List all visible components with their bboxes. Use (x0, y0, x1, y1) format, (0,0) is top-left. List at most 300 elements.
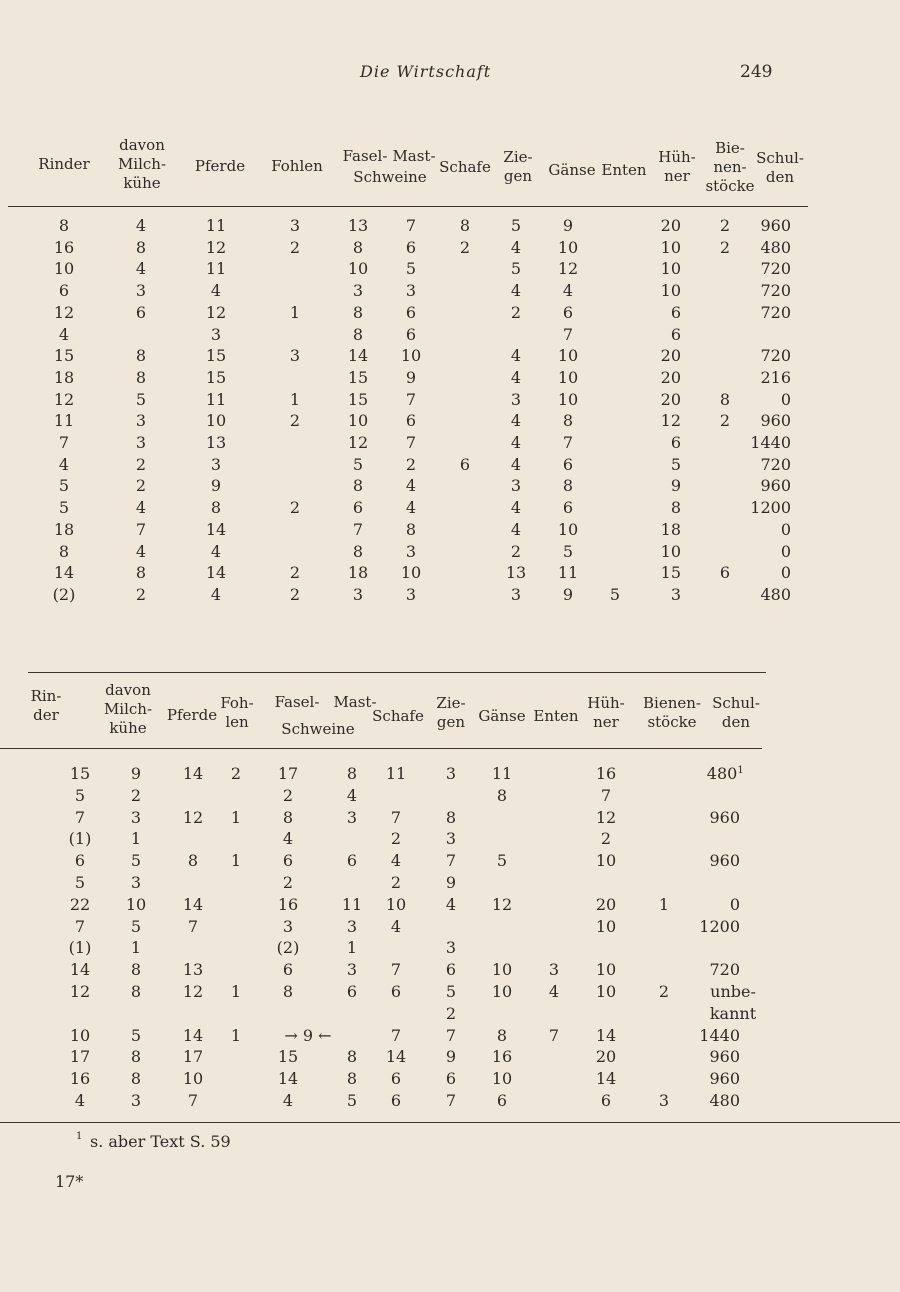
table1-cell: 11 (205, 259, 227, 279)
running-title: Die Wirtschaft (360, 62, 492, 81)
table1-cell: 4 (510, 498, 522, 518)
table2-column-header: Schul- den (712, 694, 760, 731)
table2-cell: 4 (346, 785, 358, 805)
table1-cell: 14 (205, 563, 227, 583)
table2-cell: 2 (390, 873, 402, 892)
table1-cell: 2 (135, 584, 147, 604)
table1-cell: 10 (53, 259, 75, 279)
table1-column-header: Fasel- (342, 147, 388, 165)
table1-cell: 18 (53, 519, 75, 539)
table2-cell: 10 (491, 1069, 513, 1089)
table2-cell: 8 (346, 1047, 358, 1067)
table2-cell: 8 (187, 851, 199, 871)
table1-cell: 6 (562, 498, 574, 518)
table2-column-header: Gänse (478, 707, 526, 725)
table2-cell: unbe- (710, 982, 756, 1001)
table2-cell: 6 (390, 982, 402, 1001)
table2-cell: 7 (445, 851, 457, 871)
table2-cell: 4 (390, 916, 402, 936)
table1-cell: 6 (352, 498, 364, 518)
table1-cell: 5 (58, 498, 70, 518)
table1-cell: 3 (405, 541, 417, 561)
table2-cell: 7 (74, 916, 86, 936)
table1-cell: 720 (760, 281, 791, 301)
table2-cell: 2 (282, 873, 294, 892)
table2-cell: 960 (709, 851, 740, 871)
table1-cell: (2) (52, 584, 76, 604)
table1-cell: 11 (557, 563, 579, 583)
table1-cell: 6 (135, 302, 147, 322)
table1-cell: 10 (557, 237, 579, 257)
table1-cell: 20 (660, 216, 681, 235)
table2-bottom-rule (0, 1122, 900, 1123)
table2-cell: 4 (548, 982, 560, 1001)
table1-cell: 5 (609, 584, 621, 604)
table2-cell: 8 (130, 1069, 142, 1089)
table1-cell: 12 (205, 302, 227, 322)
table2-cell: 0 (729, 894, 740, 914)
table1-cell: 6 (562, 454, 574, 474)
table2-cell: 16 (277, 894, 299, 914)
table1-cell: 1 (289, 302, 301, 322)
table1-cell: 4 (210, 541, 222, 561)
table1-cell: 3 (135, 281, 147, 301)
table2-cell: 7 (74, 807, 86, 827)
table2-cell: 5 (74, 785, 86, 805)
table2-cell: 6 (496, 1091, 508, 1110)
footnote-text: s. aber Text S. 59 (90, 1132, 231, 1151)
table1-column-header: Zie- gen (503, 148, 533, 185)
table2-cell: (1) (68, 829, 92, 849)
table1-cell: 960 (760, 216, 791, 235)
table1-cell: 2 (719, 216, 730, 235)
table2-cell: 10 (491, 982, 513, 1001)
table1-cell: 6 (405, 411, 417, 431)
table2-cell: 5 (130, 1025, 142, 1045)
table2-column-header: Foh- len (220, 694, 254, 731)
table1-cell: 10 (557, 389, 579, 409)
table1-cell: 2 (719, 411, 730, 431)
table1-cell: 6 (719, 563, 730, 583)
table2-cell: 17 (69, 1047, 91, 1067)
table1-cell: 5 (405, 259, 417, 279)
table1-cell: 0 (780, 563, 791, 583)
table2-cell: 1440 (699, 1025, 740, 1045)
table2-cell: 17 (277, 764, 299, 783)
table2-cell: 4 (282, 1091, 294, 1110)
table2-cell: 1 (658, 894, 670, 914)
table2-cell: 7 (187, 1091, 199, 1110)
table1-cell: 2 (289, 498, 301, 518)
footnote-marker: 1 (76, 1131, 83, 1142)
table1-cell: 15 (205, 346, 227, 366)
table2-cell: 22 (69, 894, 91, 914)
table2-column-header: Schweine (281, 720, 355, 738)
table2-cell: 8 (282, 807, 294, 827)
table2-cell: 2 (230, 764, 242, 783)
table2-cell: 7 (445, 1025, 457, 1045)
table2-cell-value: 480 (706, 764, 738, 783)
table2-cell: 7 (187, 916, 199, 936)
table1-cell: 3 (670, 584, 681, 604)
table1-cell: 2 (135, 476, 147, 496)
table1-cell: 1 (289, 389, 301, 409)
table1-cell: 4 (135, 259, 147, 279)
table2-cell: 12 (491, 894, 513, 914)
table2-cell: 3 (346, 807, 358, 827)
table1-cell: 10 (347, 411, 369, 431)
table2-cell: 4 (445, 894, 457, 914)
table1-cell: 4 (210, 281, 222, 301)
table2-cell: 7 (548, 1025, 560, 1045)
table1-cell: 2 (289, 584, 301, 604)
table1-cell: 2 (459, 237, 471, 257)
table1-cell: 8 (352, 324, 364, 344)
table1-cell: 14 (347, 346, 369, 366)
table1-cell: 4 (405, 476, 417, 496)
table1-cell: 4 (58, 324, 70, 344)
table2-cell: 1 (230, 851, 242, 871)
table1-cell: 12 (660, 411, 681, 431)
table1-column-header: Fohlen (271, 157, 323, 175)
table1-cell: 480 (760, 237, 791, 257)
table1-cell: 12 (53, 389, 75, 409)
table2-cell: 6 (282, 851, 294, 871)
table1-cell: 480 (760, 584, 791, 604)
table2-cell: 9 (130, 764, 142, 783)
table2-cell: 14 (182, 1025, 204, 1045)
table2-cell: 4 (282, 829, 294, 849)
table1-cell: 8 (58, 541, 70, 561)
table1-cell: 10 (660, 237, 681, 257)
table1-cell: 3 (135, 433, 147, 452)
table2-cell: 11 (491, 764, 513, 783)
table1-cell: 8 (135, 563, 147, 583)
table1-cell: 720 (760, 259, 791, 279)
table1-cell: 4 (58, 454, 70, 474)
table1-cell: 14 (53, 563, 75, 583)
table2-cell: 15 (277, 1047, 299, 1067)
table2-cell: 20 (595, 894, 617, 914)
table1-column-header: Gänse (548, 161, 596, 179)
table1-cell: 4 (135, 216, 147, 235)
table1-cell: 11 (205, 216, 227, 235)
table2-cell: 10 (595, 982, 617, 1001)
table1-cell: 10 (347, 259, 369, 279)
table1-cell: 7 (562, 324, 574, 344)
table2-cell: 16 (491, 1047, 513, 1067)
table2-cell: 5 (130, 851, 142, 871)
table1-column-header: Pferde (194, 157, 246, 175)
table2-cell: 7 (390, 1025, 402, 1045)
table1-cell: 2 (719, 237, 730, 257)
table1-cell: 3 (405, 281, 417, 301)
table1-cell: 216 (760, 367, 791, 387)
table1-column-header: Enten (601, 161, 647, 179)
table2-cell: 14 (69, 960, 91, 980)
table2-cell: 6 (74, 851, 86, 871)
table1-cell: 8 (405, 519, 417, 539)
table2-cell: 10 (385, 894, 407, 914)
table1-cell: 3 (210, 324, 222, 344)
table1-cell: 3 (289, 216, 301, 235)
table2-cell: 6 (390, 1091, 402, 1110)
table2-column-header: Pferde (166, 706, 218, 724)
table1-cell: 3 (210, 454, 222, 474)
table1-cell: 5 (510, 216, 522, 235)
table1-cell: 8 (459, 216, 471, 235)
table1-cell: 6 (405, 324, 417, 344)
table1-cell: 8 (135, 346, 147, 366)
table1-cell: 7 (135, 519, 147, 539)
table1-cell: 11 (53, 411, 75, 431)
table2-cell: 20 (595, 1047, 617, 1067)
table2-cell: 8 (346, 1069, 358, 1089)
table2-cell: 3 (445, 829, 457, 849)
table1-cell: 5 (670, 454, 681, 474)
table2-cell: 1 (230, 807, 242, 827)
table1-cell: 8 (210, 498, 222, 518)
table1-cell: 13 (205, 433, 227, 452)
table2-cell: 9 (445, 1047, 457, 1067)
table2-cell: 7 (600, 785, 612, 805)
table2-cell: 7 (445, 1091, 457, 1110)
table2-column-header: Enten (533, 707, 579, 725)
table1-cell: 9 (405, 367, 417, 387)
table2-cell: 1 (346, 938, 358, 958)
table1-column-header: Schafe (439, 158, 491, 176)
table1-cell: 4 (510, 367, 522, 387)
table2-cell: 8 (282, 982, 294, 1001)
table1-cell: 6 (670, 433, 681, 452)
table1-cell: 15 (347, 389, 369, 409)
table2-cell: 8 (445, 807, 457, 827)
table1-cell: 3 (135, 411, 147, 431)
table1-cell: 15 (660, 563, 681, 583)
table1-cell: 3 (510, 584, 522, 604)
table2-cell: 14 (595, 1025, 617, 1045)
table2-column-header: Bienen- stöcke (643, 694, 701, 731)
table1-cell: 6 (405, 237, 417, 257)
table2-cell: 2 (445, 1003, 457, 1023)
table1-cell: 10 (660, 281, 681, 301)
table1-cell: 20 (660, 389, 681, 409)
table1-cell: 15 (205, 367, 227, 387)
table1-cell: 7 (405, 389, 417, 409)
page-number: 249 (740, 62, 773, 82)
table1-cell: 8 (352, 302, 364, 322)
table2-footnote-marker: 1 (737, 765, 744, 776)
table2-cell: 6 (445, 1069, 457, 1089)
table1-cell: 1440 (750, 433, 791, 452)
table1-cell: 8 (562, 411, 574, 431)
table1-cell: 7 (562, 433, 574, 452)
table1-cell: 3 (510, 389, 522, 409)
table2-cell: 7 (390, 807, 402, 827)
table1-header-rule (8, 206, 808, 207)
table2-cell: 3 (130, 873, 142, 892)
table1-column-header: Rinder (38, 155, 90, 173)
table1-cell: 8 (135, 237, 147, 257)
table2-cell: kannt (709, 1003, 757, 1023)
table2-cell: 1200 (699, 916, 740, 936)
table1-cell: 6 (58, 281, 70, 301)
table2-column-header: Hüh- ner (587, 694, 625, 731)
table1-cell: 0 (780, 389, 791, 409)
table1-cell: 8 (670, 498, 681, 518)
table1-cell: 4 (510, 433, 522, 452)
table1-cell: 3 (405, 584, 417, 604)
table2-cell: 10 (125, 894, 147, 914)
table1-cell: 13 (347, 216, 369, 235)
table1-cell: 13 (505, 563, 527, 583)
table1-cell: 9 (670, 476, 681, 496)
table2-cell: 7 (390, 960, 402, 980)
table2-cell: 3 (548, 960, 560, 980)
signature-mark: 17* (55, 1172, 84, 1191)
table1-cell: 4 (510, 519, 522, 539)
table1-cell: 2 (405, 454, 417, 474)
table1-cell: 10 (400, 346, 422, 366)
table1-cell: 16 (53, 237, 75, 257)
table1-cell: 12 (347, 433, 369, 452)
table1-cell: 1200 (750, 498, 791, 518)
table2-column-header: Schafe (372, 707, 424, 725)
table2-cell: 5 (346, 1091, 358, 1110)
table2-cell: 8 (130, 1047, 142, 1067)
table1-cell: 10 (557, 346, 579, 366)
table1-cell: 4 (510, 454, 522, 474)
table1-cell: 9 (210, 476, 222, 496)
table2-cell: 12 (182, 807, 204, 827)
table1-cell: 0 (780, 519, 791, 539)
table2-cell: 2 (282, 785, 294, 805)
table1-cell: 18 (347, 563, 369, 583)
table1-cell: 15 (53, 346, 75, 366)
table2-cell: 10 (491, 960, 513, 980)
table2-cell: 16 (69, 1069, 91, 1089)
table1-cell: 2 (289, 411, 301, 431)
table1-cell: 0 (780, 541, 791, 561)
table2-cell: 8 (496, 785, 508, 805)
table2-header-rule (0, 748, 762, 749)
table1-cell: 4 (562, 281, 574, 301)
table1-cell: 8 (135, 367, 147, 387)
table1-column-header: Schul- den (756, 149, 804, 186)
table2-cell: 480 (709, 1091, 740, 1110)
table1-cell: 18 (660, 519, 681, 539)
table1-cell: 10 (557, 367, 579, 387)
table1-cell: 6 (459, 454, 471, 474)
table1-cell: 2 (289, 563, 301, 583)
table2-cell: 10 (595, 960, 617, 980)
table1-cell: 7 (405, 216, 417, 235)
table2-cell (707, 766, 744, 782)
table1-cell: 720 (760, 302, 791, 322)
table1-cell: 3 (352, 281, 364, 301)
table1-cell: 10 (557, 519, 579, 539)
table2-cell: 2 (658, 982, 670, 1001)
table1-cell: 4 (405, 498, 417, 518)
table2-column-header: Fasel- (274, 693, 320, 711)
table2-cell: 3 (130, 1091, 142, 1110)
table1-cell: 8 (352, 476, 364, 496)
table2-cell: 12 (69, 982, 91, 1001)
table2-cell: 6 (346, 851, 358, 871)
table1-cell: 2 (510, 302, 522, 322)
table2-cell: 10 (69, 1025, 91, 1045)
table2-cell: 11 (385, 764, 407, 783)
table1-cell: 5 (510, 259, 522, 279)
table2-cell: 13 (182, 960, 204, 980)
table2-cell: 14 (182, 764, 204, 783)
table2-cell: → 9 ← (284, 1025, 332, 1045)
table2-cell: 8 (130, 982, 142, 1001)
table1-cell: 20 (660, 346, 681, 366)
table1-column-header: Hüh- ner (658, 148, 696, 185)
table2-cell: 14 (385, 1047, 407, 1067)
table1-cell: 6 (670, 324, 681, 344)
table2-cell: 8 (496, 1025, 508, 1045)
table1-cell: 8 (58, 216, 70, 235)
table2-cell: 1 (230, 1025, 242, 1045)
table1-cell: 9 (562, 584, 574, 604)
table2-column-header: davon Milch- kühe (103, 681, 153, 737)
table2-cell: 6 (282, 960, 294, 980)
table2-cell: 8 (346, 764, 358, 783)
table1-cell: 8 (352, 237, 364, 257)
table1-cell: 960 (760, 411, 791, 431)
table1-cell: 4 (510, 237, 522, 257)
table2-cell: 1 (230, 982, 242, 1001)
table2-cell: 2 (390, 829, 402, 849)
table2-cell: 15 (69, 764, 91, 783)
table1-cell: 720 (760, 346, 791, 366)
table2-cell: 14 (595, 1069, 617, 1089)
table1-column-header: Bie- nen- stöcke (705, 139, 755, 195)
table1-cell: 5 (352, 454, 364, 474)
table2-cell: 3 (346, 916, 358, 936)
table2-cell: 960 (709, 1069, 740, 1089)
table1-cell: 960 (760, 476, 791, 496)
table2-cell: 8 (130, 960, 142, 980)
table2-cell: 1 (130, 938, 142, 958)
table2-cell: 3 (445, 764, 457, 783)
table1-cell: 720 (760, 454, 791, 474)
table2-cell: 6 (346, 982, 358, 1001)
table1-cell: 2 (510, 541, 522, 561)
table2-column-header: Mast- (333, 693, 377, 711)
table2-cell: 6 (390, 1069, 402, 1089)
table1-cell: 4 (510, 411, 522, 431)
table1-cell: 12 (53, 302, 75, 322)
table2-cell: 16 (595, 764, 617, 783)
table1-cell: 6 (405, 302, 417, 322)
table1-cell: 10 (660, 259, 681, 279)
table2-cell: 4 (74, 1091, 86, 1110)
table1-cell: 4 (510, 281, 522, 301)
table1-cell: 2 (289, 237, 301, 257)
table1-cell: 10 (205, 411, 227, 431)
table2-cell: (2) (276, 938, 300, 958)
table1-cell: 5 (135, 389, 147, 409)
table2-cell: 11 (341, 894, 363, 914)
table2-cell: 3 (346, 960, 358, 980)
table2-column-header: Rin- der (30, 687, 62, 724)
table1-cell: 3 (289, 346, 301, 366)
table1-cell: 8 (562, 476, 574, 496)
table2-cell: 6 (445, 960, 457, 980)
